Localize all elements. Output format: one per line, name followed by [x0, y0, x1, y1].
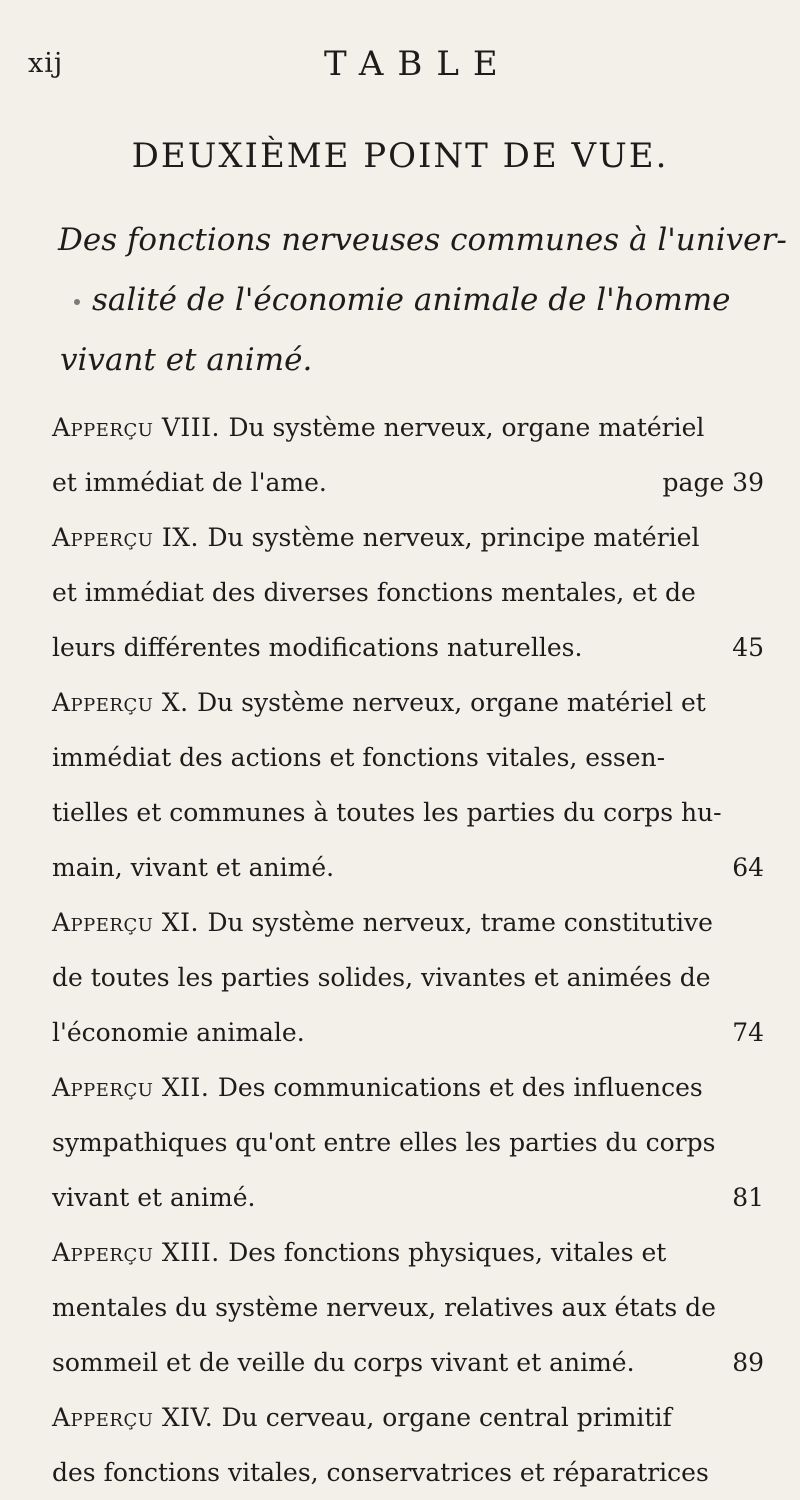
- toc-entry-text: l'économie animale.: [52, 1018, 305, 1047]
- toc-entry: [52, 510, 764, 675]
- toc-entry-page: 89: [732, 1348, 764, 1377]
- toc-entry-text: immédiat des actions et fonctions vitales, essen-: [52, 743, 666, 772]
- toc-entry-page: page 39: [662, 468, 764, 497]
- toc-entry-text: et immédiat de l'ame.: [52, 468, 327, 497]
- toc-entry-line: [52, 675, 764, 730]
- toc-entry-page: 45: [732, 633, 764, 662]
- toc-entry-label: Apperçu IX.: [52, 523, 208, 552]
- toc-entry-text: des fonctions vitales, conservatrices et réparatrices: [52, 1458, 709, 1487]
- toc-entry-line: [52, 620, 764, 675]
- toc-entry-text: Des fonctions physiques, vitales et: [228, 1238, 667, 1267]
- toc-entry-page: 64: [732, 853, 764, 882]
- toc-entry-line: [52, 1170, 764, 1225]
- toc-entry-line: [52, 1225, 764, 1280]
- section-title: DEUXIÈME POINT DE VUE.: [131, 136, 669, 176]
- toc-entry: [52, 675, 764, 895]
- toc-entry-text: de toutes les parties solides, vivantes et animées de: [52, 963, 711, 992]
- running-title: TABLE: [324, 44, 512, 84]
- toc-entry-text: Du système nerveux, organe matériel: [228, 413, 705, 442]
- toc-entry-text: tielles et communes à toutes les parties du corps hu-: [52, 798, 722, 827]
- toc-entry: [52, 895, 764, 1060]
- bullet-dot: [74, 299, 80, 305]
- table-of-contents: [52, 400, 764, 1500]
- toc-entry-label: Apperçu XII.: [52, 1073, 218, 1102]
- toc-entry-text: et immédiat des diverses fonctions mentales, et de: [52, 578, 696, 607]
- toc-entry: [52, 1390, 764, 1500]
- toc-entry-text: vivant et animé.: [52, 1183, 256, 1212]
- toc-entry-line: [52, 455, 764, 510]
- toc-entry: [52, 400, 764, 510]
- toc-entry-text: mentales du système nerveux, relatives aux états de: [52, 1293, 716, 1322]
- section-subtitle: [58, 210, 787, 390]
- toc-entry: [52, 1060, 764, 1225]
- toc-entry-line: [52, 1335, 764, 1390]
- toc-entry-page: 74: [732, 1018, 764, 1047]
- toc-entry-label: Apperçu VIII.: [52, 413, 229, 442]
- toc-entry-text: Du système nerveux, organe matériel et: [197, 688, 706, 717]
- toc-entry-text: leurs différentes modifications naturelles.: [52, 633, 583, 662]
- toc-entry-line: [52, 840, 764, 895]
- toc-entry-label: Apperçu XIII.: [52, 1238, 229, 1267]
- toc-entry-text: main, vivant et animé.: [52, 853, 335, 882]
- toc-entry-text: Du système nerveux, trame constitutive: [207, 908, 713, 937]
- toc-entry-line: [52, 565, 764, 620]
- toc-entry-line: [52, 510, 764, 565]
- toc-entry-page: 81: [732, 1183, 764, 1212]
- toc-entry-line: [52, 1115, 764, 1170]
- subtitle-line: vivant et animé.: [60, 342, 313, 378]
- toc-entry: [52, 1225, 764, 1390]
- toc-entry-label: Apperçu XIV.: [52, 1403, 222, 1432]
- toc-entry-text: sommeil et de veille du corps vivant et animé.: [52, 1348, 635, 1377]
- toc-entry-label: Apperçu X.: [52, 688, 198, 717]
- subtitle-line: Des fonctions nerveuses communes à l'univer-: [58, 222, 787, 258]
- page-number: xij: [28, 48, 64, 79]
- toc-entry-text: sympathiques qu'ont entre elles les parties du corps: [52, 1128, 716, 1157]
- toc-entry-line: [52, 730, 764, 785]
- toc-entry-label: Apperçu XI.: [52, 908, 208, 937]
- toc-entry-line: [52, 785, 764, 840]
- toc-entry-text: Des communications et des influences: [217, 1073, 703, 1102]
- toc-entry-line: [52, 1445, 764, 1500]
- toc-entry-line: [52, 895, 764, 950]
- toc-entry-text: Du cerveau, organe central primitif: [221, 1403, 672, 1432]
- running-header: [28, 44, 760, 84]
- toc-entry-text: Du système nerveux, principe matériel: [207, 523, 700, 552]
- toc-entry-line: [52, 1060, 764, 1115]
- toc-entry-line: [52, 400, 764, 455]
- subtitle-line: [58, 270, 758, 330]
- toc-entry-line: [52, 1390, 764, 1445]
- subtitle-line-text: salité de l'économie animale de l'homme: [92, 282, 731, 318]
- toc-entry-line: [52, 1005, 764, 1060]
- toc-entry-line: [52, 950, 764, 1005]
- toc-entry-line: [52, 1280, 764, 1335]
